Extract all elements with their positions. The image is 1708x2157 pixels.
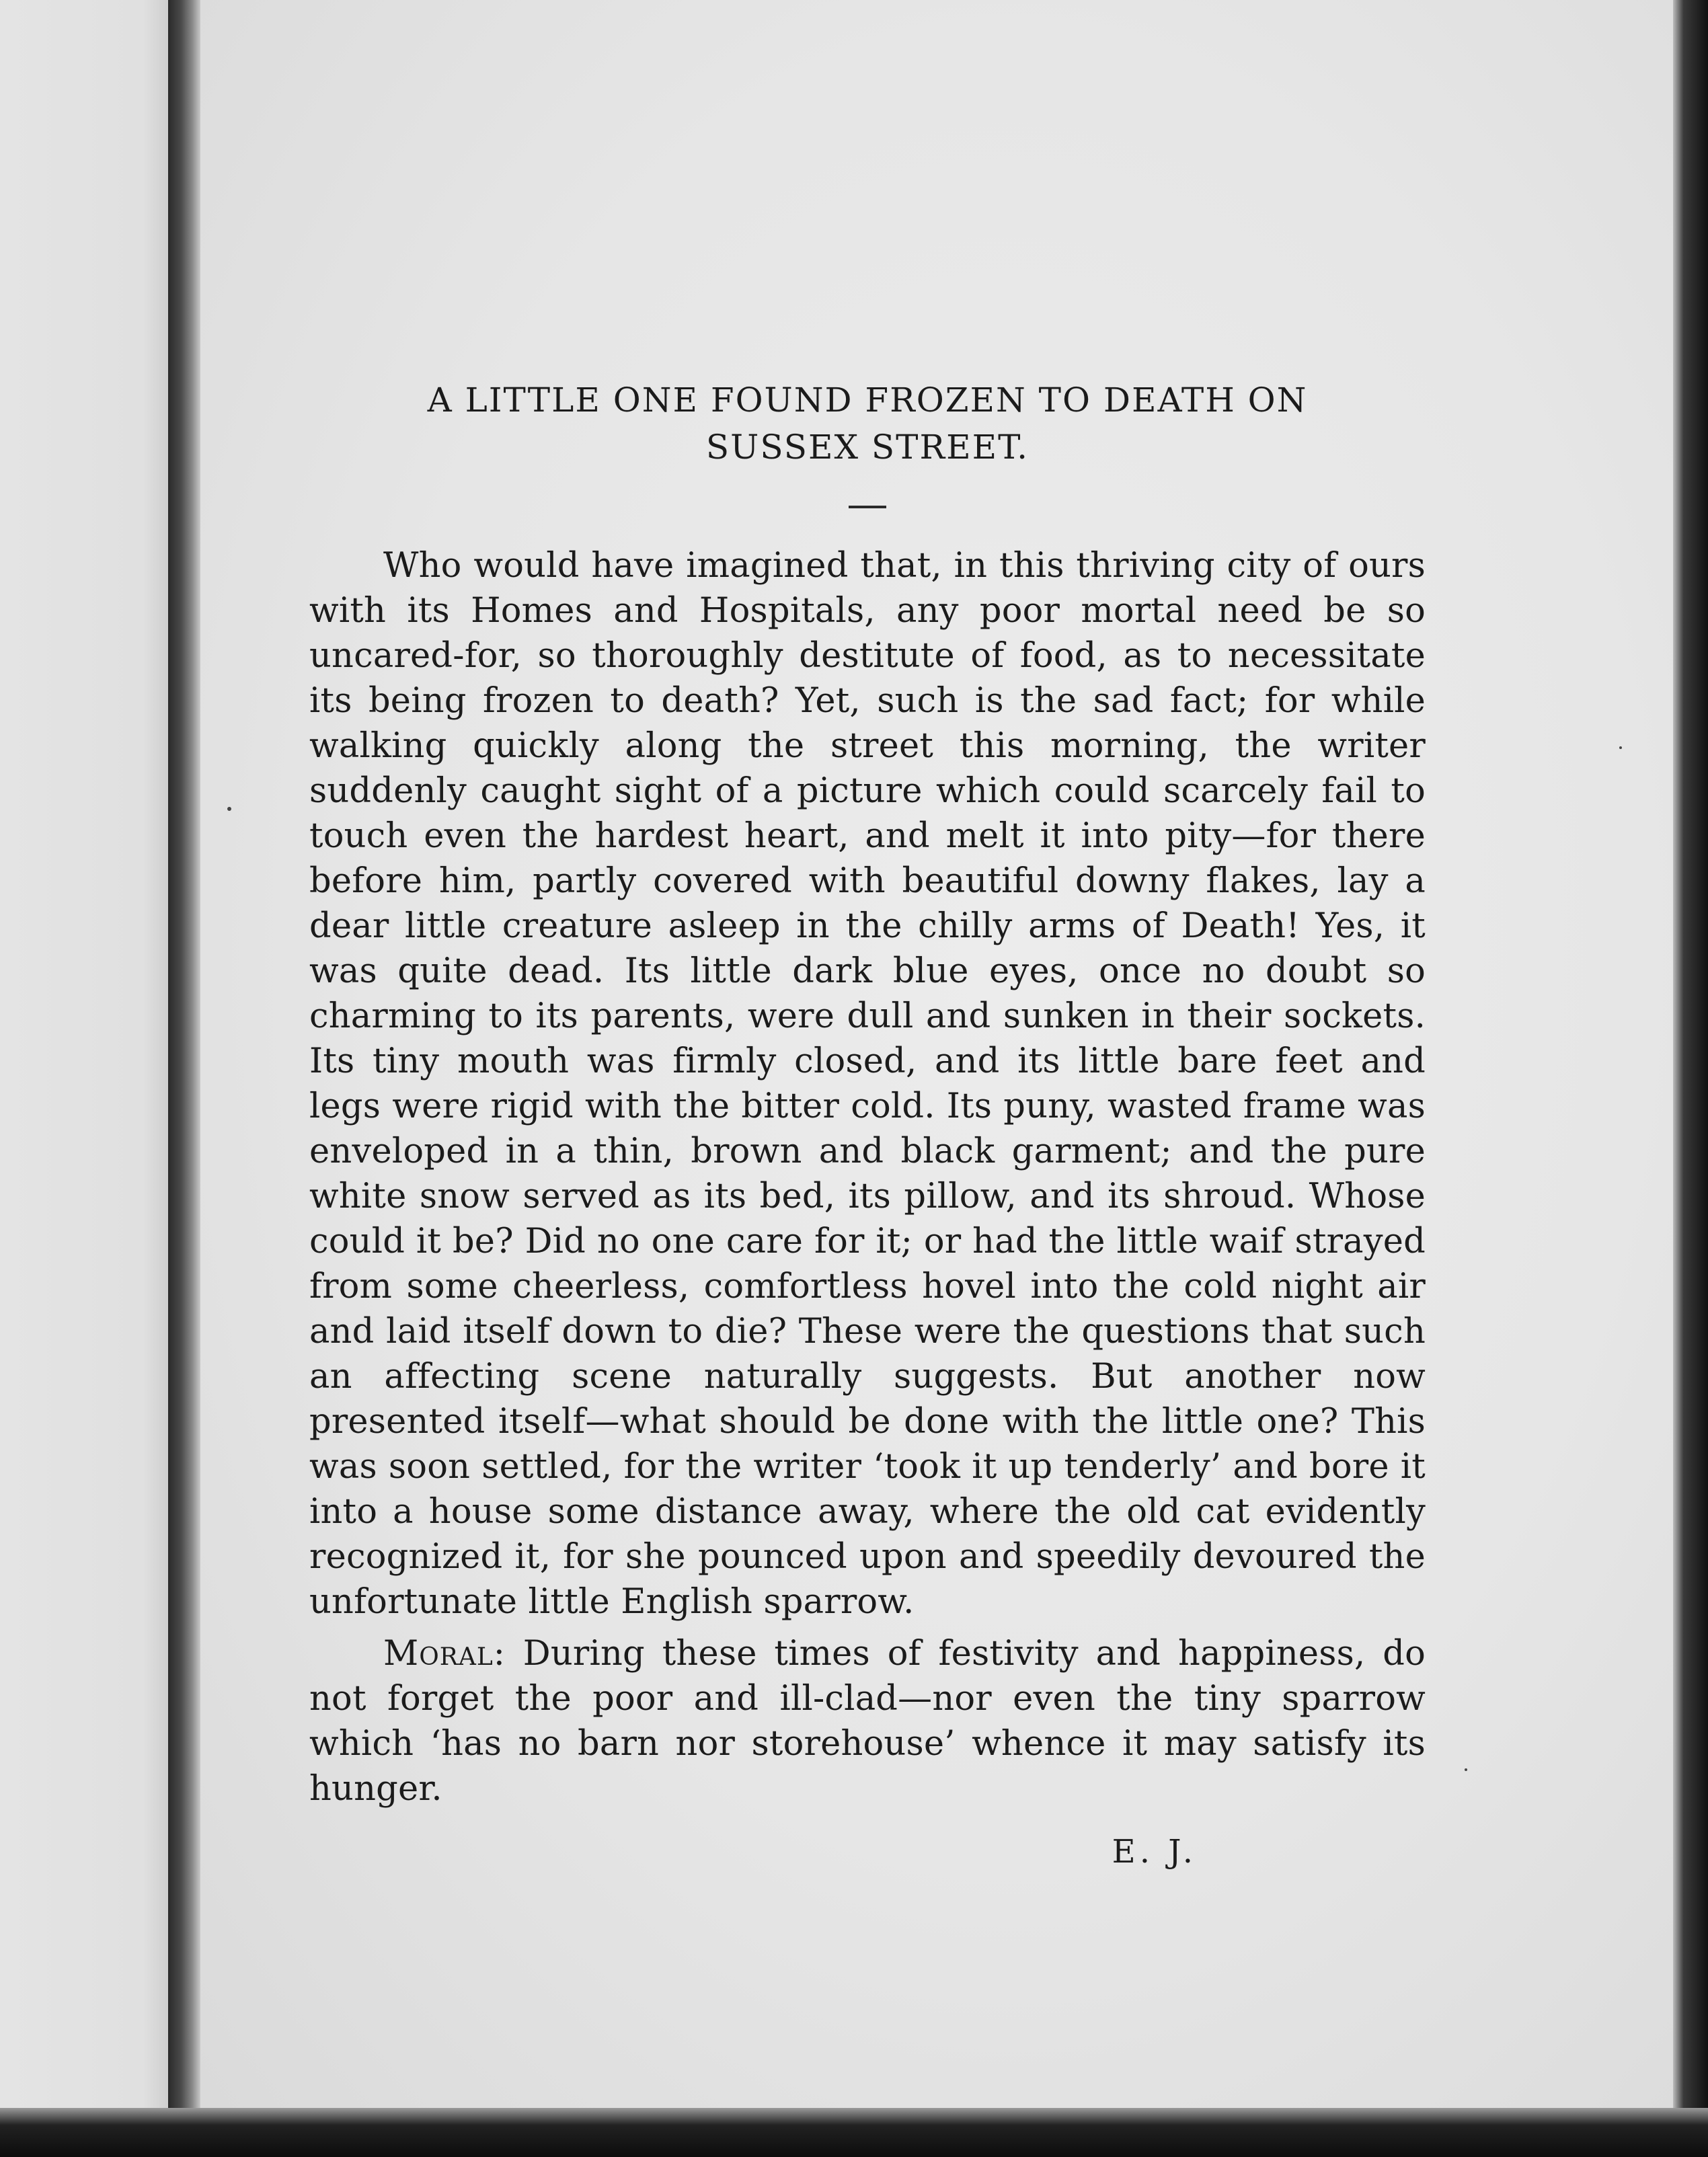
- article-title: [309, 377, 1426, 471]
- scan-speck: [227, 807, 231, 811]
- author-signature: E. J.: [1112, 1833, 1197, 1871]
- moral-paragraph: [309, 1631, 1426, 1811]
- article-body: Who would have imagined that, in this thriving city of ours with its Homes and Hospitals, any poor mortal need be so uncared-for, so thoroughly destitute of food, as to necessitate its being frozen to death? Yet, such is the sad fact; for while walking quickly along the street this morning, the writer suddenly caught sight of a picture which could scarcely fail to touch even the hardest heart, and melt it into pity—for there before him, partly covered with beautiful downy flakes, lay a dear little creature asleep in the chilly arms of Death! Yes, it was quite dead. Its little dark blue eyes, once no doubt so charming to its parents, were dull and sunken in their sockets. Its tiny mouth was firmly closed, and its little bare feet and legs were rigid with the bitter cold. Its puny, wasted frame was enveloped in a thin, brown and black garment; and the pure white snow served as its bed, its pillow, and its shroud. Whose could it be? Did no one care for it; or had the little waif strayed from some cheerless, comfortless hovel into the cold night air and laid itself down to die? These were the questions that such an affecting scene naturally suggests. But another now presented itself—what should be done with the little one? This was soon settled, for the writer ‘took it up tenderly’ and bore it into a house some distance away, where the old cat evidently recognized it, for she pounced upon and speedily devoured the unfortunate little English sparrow.: [309, 546, 1426, 1622]
- title-line-2: SUSSEX STREET.: [705, 428, 1030, 467]
- scan-speck: [1619, 746, 1622, 749]
- left-margin-strip: [0, 0, 168, 2157]
- scan-speck: [1465, 1768, 1467, 1771]
- title-line-1: A LITTLE ONE FOUND FROZEN TO DEATH ON: [427, 381, 1308, 420]
- article: [309, 377, 1426, 1873]
- right-scan-edge: [1673, 0, 1708, 2157]
- title-rule: [849, 506, 886, 508]
- moral-text: During these times of festivity and happiness, do not forget the poor and ill-clad—nor even the tiny sparrow which ‘has no barn nor storehouse’ whence it may satisfy its hunger.: [309, 1634, 1426, 1809]
- bottom-scan-edge: [0, 2108, 1708, 2157]
- moral-label: Moral:: [383, 1634, 506, 1674]
- binding-shadow: [168, 0, 200, 2157]
